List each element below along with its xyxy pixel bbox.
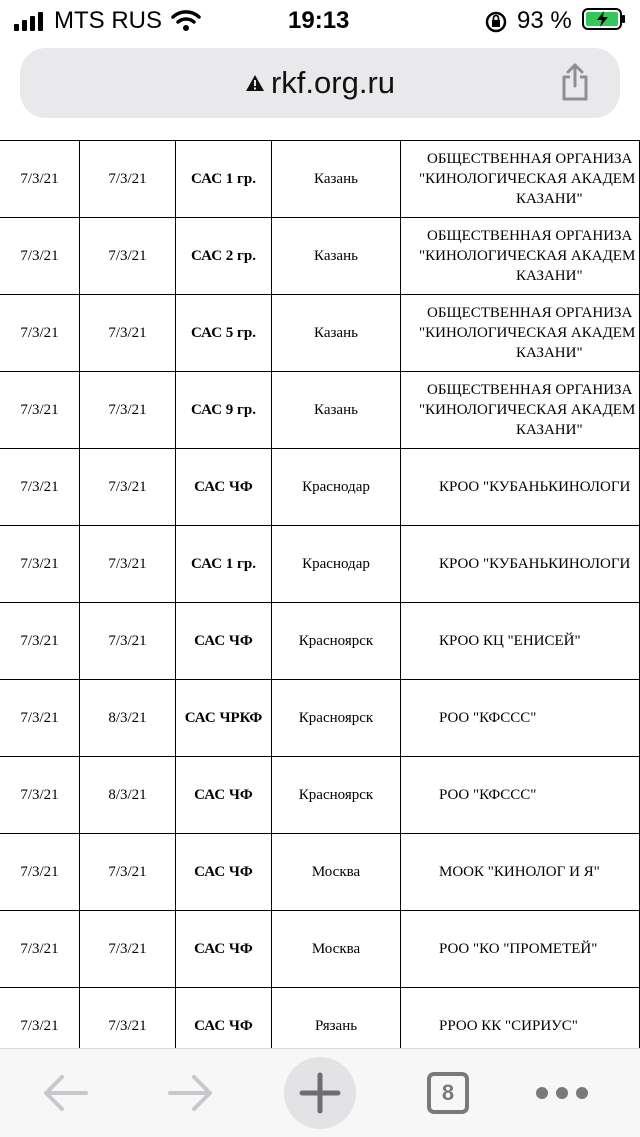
table-row: [0, 757, 640, 834]
end-date-cell: 7/3/21: [80, 911, 176, 988]
city-cell: Казань: [272, 372, 401, 449]
event-type-cell: САС ЧФ: [176, 911, 272, 988]
city-cell: Рязань: [272, 988, 401, 1049]
event-type-cell: САС 1 гр.: [176, 141, 272, 218]
start-date-cell: 7/3/21: [0, 988, 80, 1049]
organizer-line: КРОО "КУБАНЬКИНОЛОГИ: [439, 479, 631, 495]
organizer-cell: [401, 680, 640, 757]
event-type-cell: САС 5 гр.: [176, 295, 272, 372]
page-content[interactable]: [0, 140, 640, 1048]
event-type-cell: САС 2 гр.: [176, 218, 272, 295]
event-type-cell: САС ЧФ: [176, 757, 272, 834]
event-type-cell: САС ЧРКФ: [176, 680, 272, 757]
organizer-line: КАЗАНИ": [516, 345, 583, 361]
organizer-line: "КИНОЛОГИЧЕСКАЯ АКАДЕМ: [419, 325, 636, 341]
back-button[interactable]: [30, 1049, 100, 1137]
start-date-cell: 7/3/21: [0, 757, 80, 834]
new-tab-button[interactable]: [284, 1049, 356, 1137]
start-date-cell: 7/3/21: [0, 526, 80, 603]
event-type-cell: САС ЧФ: [176, 834, 272, 911]
organizer-line: ОБЩЕСТВЕННАЯ ОРГАНИЗА: [427, 228, 633, 244]
end-date-cell: 8/3/21: [80, 757, 176, 834]
table-row: [0, 988, 640, 1049]
organizer-cell: [401, 449, 640, 526]
organizer-line: "КИНОЛОГИЧЕСКАЯ АКАДЕМ: [419, 248, 636, 264]
organizer-cell: [401, 911, 640, 988]
organizer-line: ОБЩЕСТВЕННАЯ ОРГАНИЗА: [427, 305, 633, 321]
organizer-line: РОО "КФССС": [439, 787, 537, 803]
city-cell: Краснодар: [272, 526, 401, 603]
events-table: [0, 140, 640, 1048]
city-cell: Казань: [272, 218, 401, 295]
table-row: [0, 141, 640, 218]
event-type-cell: САС ЧФ: [176, 449, 272, 526]
city-cell: Казань: [272, 141, 401, 218]
more-button[interactable]: [530, 1049, 594, 1137]
start-date-cell: 7/3/21: [0, 295, 80, 372]
table-row: [0, 295, 640, 372]
end-date-cell: 7/3/21: [80, 141, 176, 218]
organizer-cell: [401, 526, 640, 603]
organizer-line: РОО "КО "ПРОМЕТЕЙ": [439, 941, 598, 957]
more-icon: [534, 1085, 590, 1101]
end-date-cell: 7/3/21: [80, 218, 176, 295]
organizer-line: КРОО "КУБАНЬКИНОЛОГИ: [439, 556, 631, 572]
event-type-cell: САС ЧФ: [176, 603, 272, 680]
event-type-cell: САС 9 гр.: [176, 372, 272, 449]
organizer-cell: [401, 603, 640, 680]
tabs-count: 8: [441, 1080, 455, 1105]
organizer-line: МООК "КИНОЛОГ И Я": [439, 864, 600, 880]
organizer-line: КАЗАНИ": [516, 422, 583, 438]
tabs-button[interactable]: [420, 1049, 476, 1137]
battery-percentage: 93 %: [517, 7, 572, 34]
clock: 19:13: [288, 7, 350, 34]
end-date-cell: 7/3/21: [80, 988, 176, 1049]
table-row: [0, 372, 640, 449]
battery-charging-icon: [582, 8, 626, 30]
end-date-cell: 7/3/21: [80, 295, 176, 372]
address-bar[interactable]: [20, 48, 620, 118]
organizer-line: КРОО КЦ "ЕНИСЕЙ": [439, 633, 581, 649]
organizer-cell: [401, 295, 640, 372]
end-date-cell: 7/3/21: [80, 526, 176, 603]
status-bar: [0, 0, 640, 44]
city-cell: Москва: [272, 911, 401, 988]
tabs-icon: [427, 1072, 469, 1114]
organizer-line: КАЗАНИ": [516, 268, 583, 284]
start-date-cell: 7/3/21: [0, 141, 80, 218]
forward-arrow-icon: [166, 1073, 216, 1113]
organizer-cell: [401, 834, 640, 911]
back-arrow-icon: [40, 1073, 90, 1113]
event-type-cell: САС ЧФ: [176, 988, 272, 1049]
end-date-cell: 7/3/21: [80, 834, 176, 911]
city-cell: Красноярск: [272, 680, 401, 757]
end-date-cell: 7/3/21: [80, 449, 176, 526]
start-date-cell: 7/3/21: [0, 603, 80, 680]
organizer-line: РРОО КК "СИРИУС": [439, 1018, 578, 1034]
organizer-line: КАЗАНИ": [516, 191, 583, 207]
rotation-lock-icon: [484, 10, 508, 34]
start-date-cell: 7/3/21: [0, 372, 80, 449]
organizer-cell: [401, 988, 640, 1049]
table-row: [0, 680, 640, 757]
organizer-line: "КИНОЛОГИЧЕСКАЯ АКАДЕМ: [419, 402, 636, 418]
wifi-icon: [171, 9, 201, 31]
signal-bars-icon: [14, 11, 43, 31]
table-row: [0, 834, 640, 911]
organizer-cell: [401, 757, 640, 834]
organizer-line: ОБЩЕСТВЕННАЯ ОРГАНИЗА: [427, 151, 633, 167]
table-row: [0, 911, 640, 988]
organizer-line: РОО "КФССС": [439, 710, 537, 726]
city-cell: Красноярск: [272, 603, 401, 680]
organizer-cell: [401, 141, 640, 218]
table-row: [0, 526, 640, 603]
organizer-cell: [401, 372, 640, 449]
organizer-line: ОБЩЕСТВЕННАЯ ОРГАНИЗА: [427, 382, 633, 398]
city-cell: Красноярск: [272, 757, 401, 834]
carrier-name: MTS RUS: [54, 7, 162, 34]
city-cell: Казань: [272, 295, 401, 372]
end-date-cell: 8/3/21: [80, 680, 176, 757]
organizer-cell: [401, 218, 640, 295]
city-cell: Москва: [272, 834, 401, 911]
table-row: [0, 218, 640, 295]
event-type-cell: САС 1 гр.: [176, 526, 272, 603]
organizer-line: "КИНОЛОГИЧЕСКАЯ АКАДЕМ: [419, 171, 636, 187]
start-date-cell: 7/3/21: [0, 449, 80, 526]
end-date-cell: 7/3/21: [80, 603, 176, 680]
start-date-cell: 7/3/21: [0, 911, 80, 988]
start-date-cell: 7/3/21: [0, 218, 80, 295]
browser-toolbar: [0, 1048, 640, 1137]
end-date-cell: 7/3/21: [80, 372, 176, 449]
table-row: [0, 603, 640, 680]
url-text[interactable]: rkf.org.ru: [270, 65, 396, 100]
table-row: [0, 449, 640, 526]
start-date-cell: 7/3/21: [0, 680, 80, 757]
warning-icon: [245, 74, 265, 92]
start-date-cell: 7/3/21: [0, 834, 80, 911]
share-icon[interactable]: [560, 62, 590, 102]
forward-button[interactable]: [156, 1049, 226, 1137]
plus-icon: [284, 1057, 356, 1129]
city-cell: Краснодар: [272, 449, 401, 526]
